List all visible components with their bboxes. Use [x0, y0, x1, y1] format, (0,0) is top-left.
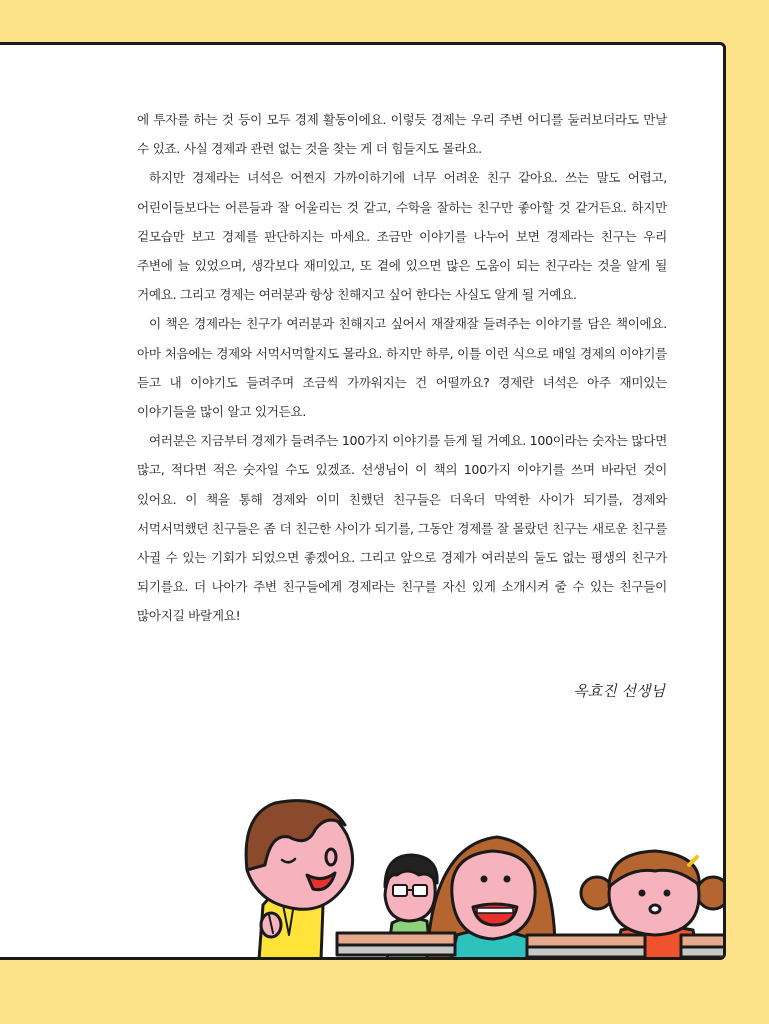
body-text	[137, 105, 667, 631]
paragraph-2: 하지만 경제라는 녀석은 어쩐지 가까이하기에 너무 어려운 친구 같아요. 쓰는 말도 어렵고, 어린이들보다는 어른들과 잘 어울리는 것 같고, 수학을 잘하는 친구만 좋아할 것 같거든요. 하지만 겉모습만 보고 경제를 판단하지는 마세요. 조금만 이야기를 나누어 보면 경제라는 친구는 우리 주변에 늘 있었으며, 생각보다 재미있고, 또 곁에 있으면 많은 도움이 되는 친구라는 것을 알게 될 거예요. 그리고 경제는 여러분과 항상 친해지고 싶어 한다는 사실도 알게 될 거예요.	[137, 170, 667, 303]
paragraph-4: 여러분은 지금부터 경제가 들려주는 100가지 이야기를 듣게 될 거예요. 100이라는 숫자는 많다면 많고, 적다면 적은 숫자일 수도 있겠죠. 선생님이 이 책의 100가지 이야기를 쓰며 바라던 것이 있어요. 이 책을 통해 경제와 이미 친했던 친구들은 더욱더 막역한 사이가 되기를, 경제와 서먹서먹했던 친구들은 좀 더 친근한 사이가 되기를, 그동안 경제를 잘 몰랐던 친구는 새로운 친구를 사귈 수 있는 기회가 되었으면 좋겠어요. 그리고 앞으로 경제가 여러분의 둘도 없는 평생의 친구가 되기를요. 더 나아가 주변 친구들에게 경제라는 친구를 자신 있게 소개시켜 줄 수 있는 친구들이 많아지길 바랄게요!	[137, 433, 667, 624]
classroom-illustration	[237, 775, 726, 960]
paragraph-3: 이 책은 경제라는 친구가 여러분과 친해지고 싶어서 재잘재잘 들려주는 이야기를 담은 책이에요. 아마 처음에는 경제와 서먹서먹할지도 몰라요. 하지만 하루, 이틀 이런 식으로 매일 경제의 이야기를 듣고 내 이야기도 들려주며 조금씩 가까워지는 건 어떨까요? 경제란 녀석은 아주 재미있는 이야기들을 많이 알고 있거든요.	[137, 316, 667, 420]
author-signature: 옥효진 선생님	[573, 682, 665, 700]
paragraph-1: 에 투자를 하는 것 등이 모두 경제 활동이에요. 이렇듯 경제는 우리 주변 어디를 둘러보더라도 만날 수 있죠. 사실 경제과 관련 없는 것을 찾는 게 더 힘들지도 몰라요.	[137, 112, 667, 157]
book-page	[0, 42, 726, 960]
